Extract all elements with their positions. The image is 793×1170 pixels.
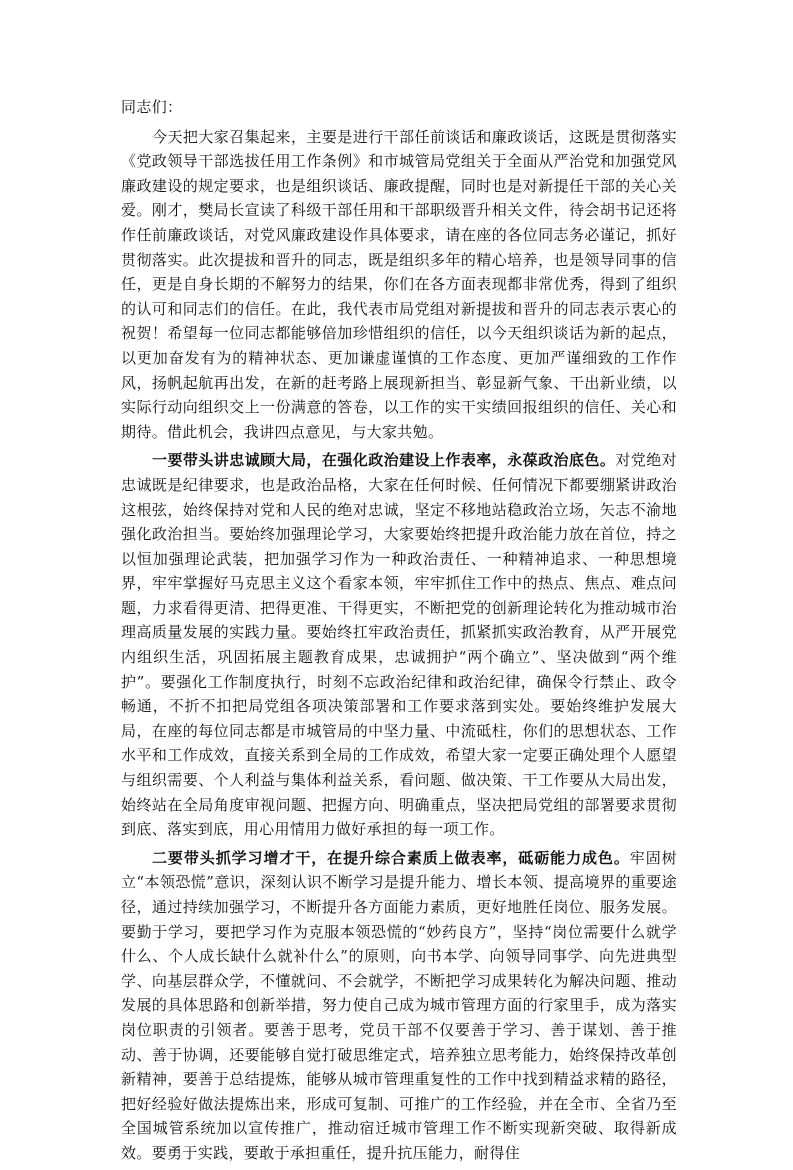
section-2-heading: 二要带头抓学习增才干，在提升综合素质上做表率，砥砺能力成色。 [152,848,630,867]
section-1-body: 对党绝对忠诚既是纪律要求，也是政治品格，大家在任何时候、任何情况下都要绷紧讲政治这根弦，始终保持对党和人民的绝对忠诚，坚定不移地站稳政治立场，矢志不渝地强化政治担当。要始终加强理论学习，大家要始终把提升政治能力放在首位，持之以恒加强理论武装，把加强学习作为一种政治责任、一种精神追求、一种思想境界，牢牢掌握好马克思主义这个看家本领，牢牢抓住工作中的热点、焦点、难点问题，力求看得更清、把得更准、干得更实，不断把党的创新理论转化为推动城市治理高质量发展的实践力量。要始终扛牢政治责任，抓紧抓实政治教育，从严开展党内组织生活，巩固拓展主题教育成果，忠诚拥护“两个确立”、坚决做到“两个维护”。要强化工作制度执行，时刻不忘政治纪律和政治纪律，确保令行禁止、政令畅通，不折不扣把局党组各项决策部署和工作要求落到实处。要始终维护发展大局，在座的每位同志都是市城管局的中坚力量、中流砥柱，你们的思想状态、工作水平和工作成效，直接关系到全局的工作成效，希望大家一定要正确处理个人愿望与组织需要、个人利益与集体利益关系，看问题、做决策、干工作要从大局出发，始终站在全局角度审视问题、把握方向、明确重点，坚决把局党组的部署要求贯彻到底、落实到底，用心用情用力做好承担的每一项工作。 [121,451,677,839]
section-2-paragraph [121,846,677,1166]
intro-paragraph: 今天把大家召集起来，主要是进行干部任前谈话和廉政谈话，这既是贯彻落实《党政领导干部选拔任用工作条例》和市城管局党组关于全面从严治党和加强党风廉政建设的规定要求，也是组织谈话、廉政提醒，同时也是对新提任干部的关心关爱。刚才，樊局长宣读了科级干部任用和干部职级晋升相关文件，待会胡书记还将作任前廉政谈话，对党风廉政建设作具体要求，请在座的各位同志务必谨记，抓好贯彻落实。此次提拔和晋升的同志，既是组织多年的精心培养，也是领导同事的信任，更是自身长期的不解努力的结果，你们在各方面表现都非常优秀，得到了组织的认可和同志们的信任。在此，我代表市局党组对新提拔和晋升的同志表示衷心的祝贺！希望每一位同志都能够倍加珍惜组织的信任，以今天组织谈话为新的起点，以更加奋发有为的精神状态、更加谦虚谨慎的工作态度、更加严谨细致的工作作风，扬帆起航再出发，在新的赶考路上展现新担当、彰显新气象、干出新业绩，以实际行动向组织交上一份满意的答卷，以工作的实干实绩回报组织的信任、关心和期待。借此机会，我讲四点意见，与大家共勉。 [121,127,677,441]
salutation: 同志们： [121,98,183,116]
section-1-heading: 一要带头讲忠诚顾大局，在强化政治建设上作表率，永葆政治底色。 [152,451,616,470]
document-body [121,95,677,1170]
section-2-body: 牢固树立“本领恐慌”意识，深刻认识不断学习是提升能力、增长本领、提高境界的重要途径，通过持续加强学习，不断提升各方面能力素质，更好地胜任岗位、服务发展。要勤于学习，要把学习作为克服本领恐慌的“妙药良方”，坚持“岗位需要什么就学什么、个人成长缺什么就补什么”的原则，向书本学、向领导同事学、向先进典型学、向基层群众学，不懂就问、不会就学，不断把学习成果转化为解决问题、推动发展的具体思路和创新举措，努力使自己成为城市管理方面的行家里手，成为落实岗位职责的引领者。要善于思考，党员干部不仅要善于学习、善于谋划、善于推动、善于协调，还要能够自觉打破思维定式，培养独立思考能力，始终保持改革创新精神，要善于总结提炼，能够从城市管理重复性的工作中找到精益求精的路径，把好经验好做法提炼出来，形成可复制、可推广的工作经验，并在全市、全省乃至全国城管系统加以宣传推广，推动宿迁城市管理工作不断实现新突破、取得新成效。要勇于实践，要敢于承担重任，提升抗压能力，耐得住 [121,848,677,1162]
section-1-paragraph [121,448,677,842]
